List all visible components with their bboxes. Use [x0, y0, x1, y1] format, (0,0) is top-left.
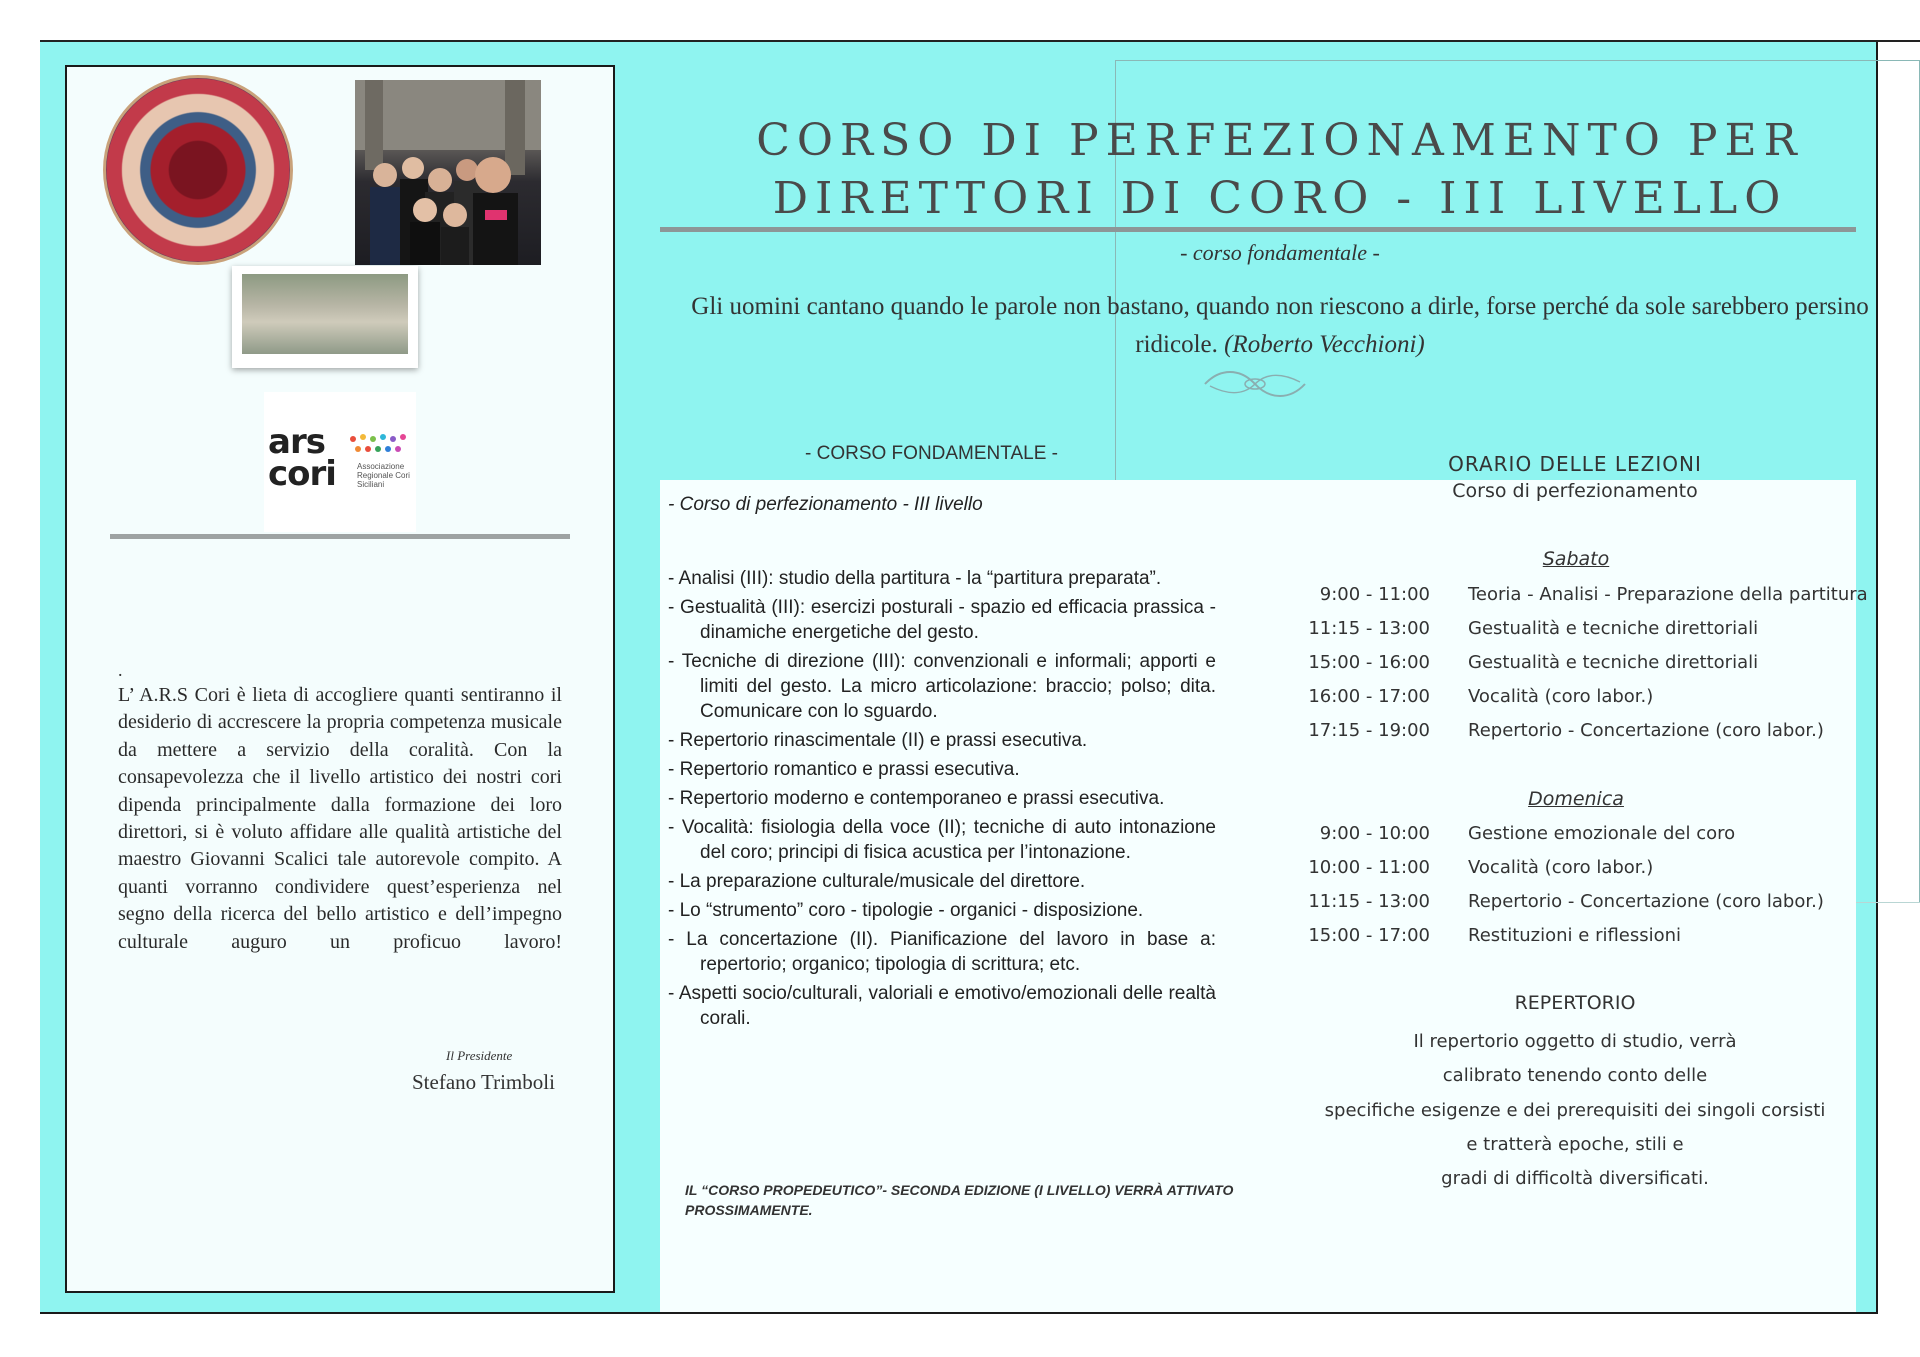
course-item: - Lo “strumento” coro - tipologie - organici - disposizione. — [668, 900, 1144, 921]
flourish-ornament — [1200, 366, 1310, 402]
course-item: - La concertazione (II). Pianificazione del lavoro in base a: repertorio; organico; tipologia di scrittura; etc. — [668, 929, 1216, 975]
schedule-activity: Vocalità (coro labor.) — [1468, 686, 1654, 707]
schedule-activity: Gestualità e tecniche direttoriali — [1468, 652, 1759, 673]
schedule-time: 11:15 - 13:00 — [1308, 891, 1430, 912]
logo-dot — [375, 446, 381, 452]
repertorio-line: gradi di difficoltà diversificati. — [1441, 1168, 1709, 1190]
course-note: IL “CORSO PROPEDEUTICO”- SECONDA EDIZIONE (I LIVELLO) VERRÀ ATTIVATO PROSSIMAMENTE. — [685, 1182, 1234, 1218]
logo-dot — [365, 446, 371, 452]
repertorio-line: e tratterà epoche, stili e — [1466, 1133, 1684, 1155]
quote-text: Gli uomini cantano quando le parole non bastano, quando non riescono a dirle, forse perché da sole sarebbero persino ridicole. — [691, 293, 1869, 358]
day-title-sunday: Domenica — [1528, 788, 1624, 810]
schedule-activity: Repertorio - Concertazione (coro labor.) — [1468, 891, 1824, 912]
course-item: - La preparazione culturale/musicale del direttore. — [668, 871, 1086, 892]
top-border-line — [40, 40, 1920, 42]
choir-group-illustration — [355, 80, 541, 265]
schedule-activity: Gestione emozionale del coro — [1468, 823, 1736, 844]
logo-dot — [400, 434, 406, 440]
repertorio-line: specifiche esigenze e dei prerequisiti dei singoli corsisti — [1324, 1099, 1826, 1121]
schedule-activity: Gestualità e tecniche direttoriali — [1468, 618, 1759, 639]
day-title-saturday: Sabato — [1542, 548, 1610, 570]
course-list — [668, 566, 1216, 1035]
schedule-time: 16:00 - 17:00 — [1308, 686, 1430, 707]
schedule-heading: ORARIO DELLE LEZIONI — [1448, 452, 1702, 476]
title-line-2: DIRETTORI DI CORO - III LIVELLO — [772, 173, 1788, 224]
president-message — [118, 682, 562, 956]
schedule-time: 15:00 - 17:00 — [1308, 925, 1430, 946]
schedule-subheading: Corso di perfezionamento — [1452, 480, 1698, 502]
logo-dot — [380, 434, 386, 440]
logo-dot — [360, 434, 366, 440]
title-line-1: CORSO DI PERFEZIONAMENTO PER — [756, 115, 1804, 166]
subtitle: - corso fondamentale - — [1180, 240, 1380, 265]
schedule-time: 17:15 - 19:00 — [1308, 720, 1430, 741]
schedule-time: 9:00 - 10:00 — [1319, 823, 1430, 844]
building-photo — [232, 266, 418, 368]
schedule-time: 11:15 - 13:00 — [1308, 618, 1430, 639]
schedule-time: 10:00 - 11:00 — [1308, 857, 1430, 878]
president-title: Il Presidente — [446, 1048, 513, 1063]
logo-dot — [390, 436, 396, 442]
president-name: Stefano Trimboli — [412, 1070, 555, 1094]
building-photo-image — [242, 274, 408, 354]
logo-text-cori: cori — [268, 454, 336, 494]
logo-dot — [370, 436, 376, 442]
course-item: - Repertorio moderno e contemporaneo e prassi esecutiva. — [668, 788, 1165, 809]
president-paragraph: L’ A.R.S Cori è lieta di accogliere quanti sentiranno il desiderio di accrescere la propria competenza musicale da mettere a servizio della coralità. Con la consapevolezza che il livello artistico dei nostri cori dipenda principalmente dalla formazione dei loro direttori, si è voluto affidare alle qualità artistiche del maestro Giovanni Scalici tale autorevole compito. A quanti vorranno condividere quest’esperienza nel segno della ricerca del bello artistico e dell’impegno culturale auguro un proficuo lavoro! — [118, 684, 562, 953]
logo-dot — [355, 446, 361, 452]
schedule-time: 15:00 - 16:00 — [1308, 652, 1430, 673]
schedule-time: 9:00 - 11:00 — [1319, 584, 1430, 605]
logo-dot — [395, 446, 401, 452]
course-subheading: - Corso di perfezionamento - III livello — [668, 494, 983, 515]
stray-dot: . — [118, 660, 123, 680]
schedule-activity: Vocalità (coro labor.) — [1468, 857, 1654, 878]
schedule-activity: Teoria - Analisi - Preparazione della partitura — [1468, 584, 1868, 605]
left-divider — [110, 534, 570, 539]
quote — [670, 288, 1890, 364]
page-title — [660, 112, 1900, 228]
course-item: - Analisi (III): studio della partitura - la “partitura preparata”. — [668, 568, 1162, 589]
course-heading: - CORSO FONDAMENTALE - — [805, 443, 1058, 464]
quote-author: (Roberto Vecchioni) — [1224, 331, 1425, 358]
course-item: - Repertorio rinascimentale (II) e prassi esecutiva. — [668, 730, 1088, 751]
logo-tagline: Associazione Regionale Cori Siciliani — [357, 462, 410, 489]
logo-dot — [385, 446, 391, 452]
repertorio-line: calibrato tenendo conto delle — [1442, 1065, 1708, 1087]
course-item: - Gestualità (III): esercizi posturali - spazio ed efficacia prassica - dinamiche energetiche del gesto. — [668, 597, 1216, 643]
choir-circle-photo — [103, 75, 293, 265]
repertorio-heading: REPERTORIO — [1514, 992, 1636, 1014]
course-item: - Aspetti socio/culturali, valoriali e emotivo/emozionali delle realtà corali. — [668, 983, 1216, 1029]
repertorio-line: Il repertorio oggetto di studio, verrà — [1413, 1031, 1737, 1052]
title-divider — [660, 227, 1856, 232]
course-item: - Vocalità: fisiologia della voce (II); tecniche di auto intonazione del coro; principi di fisica acustica per l’intonazione. — [668, 817, 1216, 863]
repertorio-text — [1300, 1025, 1850, 1196]
course-item: - Tecniche di direzione (III): convenzionali e informali; apporti e limiti del gesto. La micro articolazione: braccio; polso; dita. Comunicare con lo sguardo. — [668, 651, 1216, 722]
logo-text-ars: ars — [268, 422, 325, 462]
schedule-activity: Restituzioni e riflessioni — [1468, 925, 1682, 946]
choir-group-photo — [355, 80, 541, 265]
schedule-activity: Repertorio - Concertazione (coro labor.) — [1468, 720, 1824, 741]
logo-dot — [350, 436, 356, 442]
course-item: - Repertorio romantico e prassi esecutiva. — [668, 759, 1020, 780]
